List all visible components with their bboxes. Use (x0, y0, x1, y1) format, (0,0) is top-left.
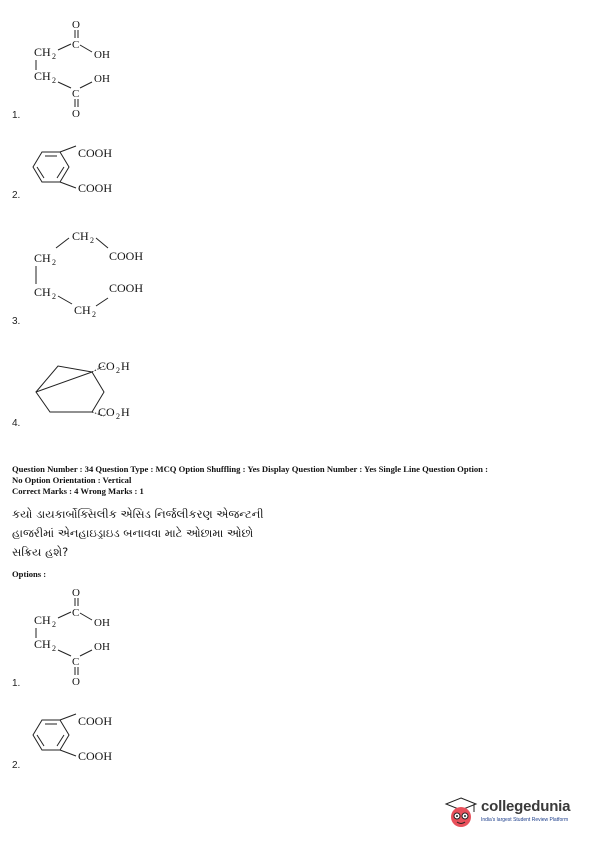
option-number: 3. (12, 316, 21, 327)
question-text: કયો ડાયકાર્બોક્સિલીક એસિડ નિર્જલીકરણ એજન્ટની હાજરીમાં એનહાઇડ્રાઇડ બનાવવા માટે ઓછામા ઓછો સક્રિય હશે? (12, 507, 264, 559)
option-1-bottom[interactable] (12, 586, 312, 690)
options-label: Options : (12, 569, 47, 579)
svg-text:COOH: COOH (109, 249, 144, 263)
svg-text:CO: CO (98, 359, 115, 373)
svg-text:COOH: COOH (78, 714, 113, 728)
svg-text:H: H (121, 405, 130, 419)
svg-text:OH: OH (94, 49, 110, 61)
logo-tagline: India's largest Student Review Platform (481, 817, 569, 823)
svg-text:2: 2 (92, 310, 96, 319)
svg-text:O: O (72, 19, 80, 31)
svg-text:2: 2 (116, 412, 120, 421)
svg-text:2: 2 (52, 644, 56, 653)
option-3-top[interactable] (12, 226, 312, 328)
collegedunia-logo[interactable] (443, 795, 588, 831)
svg-text:CH: CH (34, 613, 51, 627)
option-number: 1. (12, 678, 21, 689)
option-2-top[interactable] (12, 140, 312, 202)
svg-text:2: 2 (52, 258, 56, 267)
svg-text:C: C (72, 39, 80, 51)
svg-text:2: 2 (90, 236, 94, 245)
succinic-acid-structure (12, 586, 152, 686)
cyclopentane-dicarboxylic-acid-structure (12, 352, 172, 432)
option-number: 2. (12, 190, 21, 201)
svg-text:2: 2 (52, 292, 56, 301)
svg-text:H: H (121, 359, 130, 373)
logo-name: collegedunia (481, 798, 571, 815)
svg-text:COOH: COOH (78, 749, 113, 763)
question-meta-line-1: Question Number : 34 Question Type : MCQ Option Shuffling : Yes Display Question Number : Yes Single Line Question Option : (12, 464, 488, 474)
option-number: 2. (12, 760, 21, 771)
option-1-top[interactable] (12, 18, 312, 120)
svg-text:C: C (72, 88, 80, 100)
graduate-mascot-icon (443, 795, 479, 831)
phthalic-acid-structure (12, 708, 152, 768)
svg-text:C: C (72, 656, 80, 668)
svg-text:O: O (72, 108, 80, 118)
svg-text:2: 2 (52, 52, 56, 61)
option-4-top[interactable] (12, 352, 312, 434)
phthalic-acid-structure (12, 140, 152, 200)
question-meta (12, 464, 587, 497)
svg-text:C: C (72, 607, 80, 619)
svg-text:COOH: COOH (78, 181, 113, 195)
option-number: 1. (12, 110, 21, 121)
svg-text:CH: CH (34, 285, 51, 299)
svg-text:COOH: COOH (109, 281, 144, 295)
svg-text:O: O (72, 587, 80, 599)
option-2-bottom[interactable] (12, 708, 312, 772)
svg-text:O: O (72, 676, 80, 686)
svg-text:COOH: COOH (78, 146, 113, 160)
svg-text:OH: OH (94, 641, 110, 653)
svg-text:2: 2 (52, 76, 56, 85)
svg-text:2: 2 (116, 366, 120, 375)
svg-text:CO: CO (98, 405, 115, 419)
question-meta-line-2: No Option Orientation : Vertical (12, 475, 132, 485)
svg-text:CH: CH (34, 251, 51, 265)
svg-text:2: 2 (52, 620, 56, 629)
svg-text:CH: CH (34, 69, 51, 83)
svg-text:CH: CH (74, 303, 91, 317)
svg-text:CH: CH (72, 229, 89, 243)
succinic-acid-structure (12, 18, 152, 118)
svg-text:CH: CH (34, 637, 51, 651)
adipic-acid-structure (12, 226, 172, 326)
question-marks: Correct Marks : 4 Wrong Marks : 1 (12, 486, 144, 496)
svg-text:CH: CH (34, 45, 51, 59)
svg-text:OH: OH (94, 73, 110, 85)
option-number: 4. (12, 418, 21, 429)
svg-text:OH: OH (94, 617, 110, 629)
